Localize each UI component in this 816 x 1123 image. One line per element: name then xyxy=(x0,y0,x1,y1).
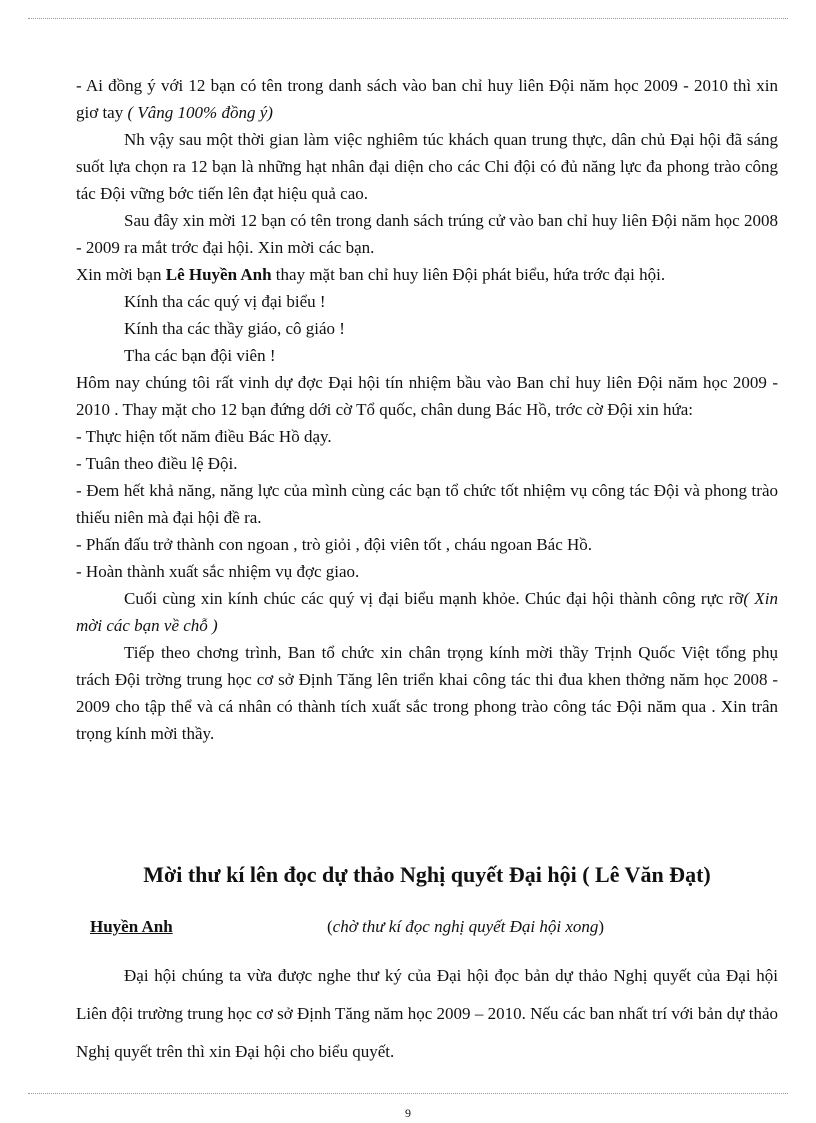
page-bottom-border xyxy=(28,1093,788,1094)
pledge-item: - Hoàn thành xuất sắc nhiệm vụ đợc giao. xyxy=(76,562,360,581)
paragraph-pledge-intro: Hôm nay chúng tôi rất vinh dự đợc Đại hội tín nhiệm bầu vào Ban chỉ huy liên Đội năm học 2009 - 2010 . Thay mặt cho 12 bạn đứng dới cờ Tổ quốc, chân dung Bác Hồ, trớc cờ Đội xin hứa: xyxy=(76,373,778,419)
speaker-label: Huyền Anh xyxy=(90,917,173,936)
section-heading: Mời thư kí lên đọc dự thảo Nghị quyết Đại hội ( Lê Văn Đạt) xyxy=(143,862,711,887)
stage-direction: ( Xin mời các bạn về chỗ ) xyxy=(76,589,778,635)
greeting-line: Kính tha các quý vị đại biểu ! xyxy=(124,292,326,311)
paragraph-selection: Nh vậy sau một thời gian làm việc nghiêm túc khách quan trung thực, dân chủ Đại hội đã sáng suốt lựa chọn ra 12 bạn là những hạt nhân đại diện cho các Chi đội có đủ năng lực đa phong trào công tác Đội vững bớc tiến lên đạt hiệu quả cao. xyxy=(76,130,778,203)
page-number: 9 xyxy=(405,1106,411,1120)
closing-section xyxy=(76,957,778,1071)
speaker-name-inline: Lê Huyền Anh xyxy=(165,265,272,284)
speaker-row xyxy=(90,913,770,941)
pledge-item: - Tuân theo điều lệ Đội. xyxy=(76,454,238,473)
speaker-stage-note: (chờ thư kí đọc nghị quyết Đại hội xong) xyxy=(327,917,605,936)
page-top-border xyxy=(28,18,788,19)
paragraph-resolution: Đại hội chúng ta vừa được nghe thư ký của Đại hội đọc bản dự thảo Nghị quyết của Đại hội Liên đội trường trung học cơ sở Định Tăng năm học 2009 – 2010. Nếu các ban nhất trí với bản dự thảo Nghị quyết trên thì xin Đại hội cho biểu quyết. xyxy=(76,966,778,1061)
paragraph-next-program: Tiếp theo chơng trình, Ban tổ chức xin chân trọng kính mời thầy Trịnh Quốc Việt tổng phụ trách Đội trờng trung học cơ sở Định Tăng lên triển khai công tác thi đua khen thởng năm học 2008 - 2009 cho tập thể và cá nhân có thành tích xuất sắc trong phong trào công tác Đội năm qua . Xin trân trọng kính mời thầy. xyxy=(76,643,778,743)
pledge-item: - Đem hết khả năng, năng lực của mình cùng các bạn tổ chức tốt nhiệm vụ công tác Đội và phong trào thiếu niên mà đại hội đề ra. xyxy=(76,481,778,527)
greeting-line: Kính tha các thầy giáo, cô giáo ! xyxy=(124,319,345,338)
pledge-item: - Phấn đấu trở thành con ngoan , trò giỏi , đội viên tốt , cháu ngoan Bác Hồ. xyxy=(76,535,593,554)
paragraph-closing-wish: Cuối cùng xin kính chúc các quý vị đại biểu mạnh khỏe. Chúc đại hội thành công rực rỡ( Xin mời các bạn về chỗ ) xyxy=(76,589,778,635)
paragraph-speaker-intro: Xin mời bạn Lê Huyền Anh thay mặt ban chỉ huy liên Đội phát biểu, hứa trớc đại hội. xyxy=(76,265,666,284)
pledge-item: - Thực hiện tốt năm điều Bác Hồ dạy. xyxy=(76,427,332,446)
paragraph-invitation: Sau đây xin mời 12 bạn có tên trong danh sách trúng cử vào ban chỉ huy liên Đội năm học 2008 - 2009 ra mắt trớc đại hội. Xin mời các bạn. xyxy=(76,211,778,257)
vote-response: ( Vâng 100% đồng ý) xyxy=(127,103,273,122)
greeting-line: Tha các bạn đội viên ! xyxy=(124,346,276,365)
document-body xyxy=(76,72,778,747)
paragraph-vote: - Ai đồng ý với 12 bạn có tên trong danh sách vào ban chỉ huy liên Đội năm học 2009 - 2010 thì xin giơ tay ( Vâng 100% đồng ý) xyxy=(76,76,778,122)
